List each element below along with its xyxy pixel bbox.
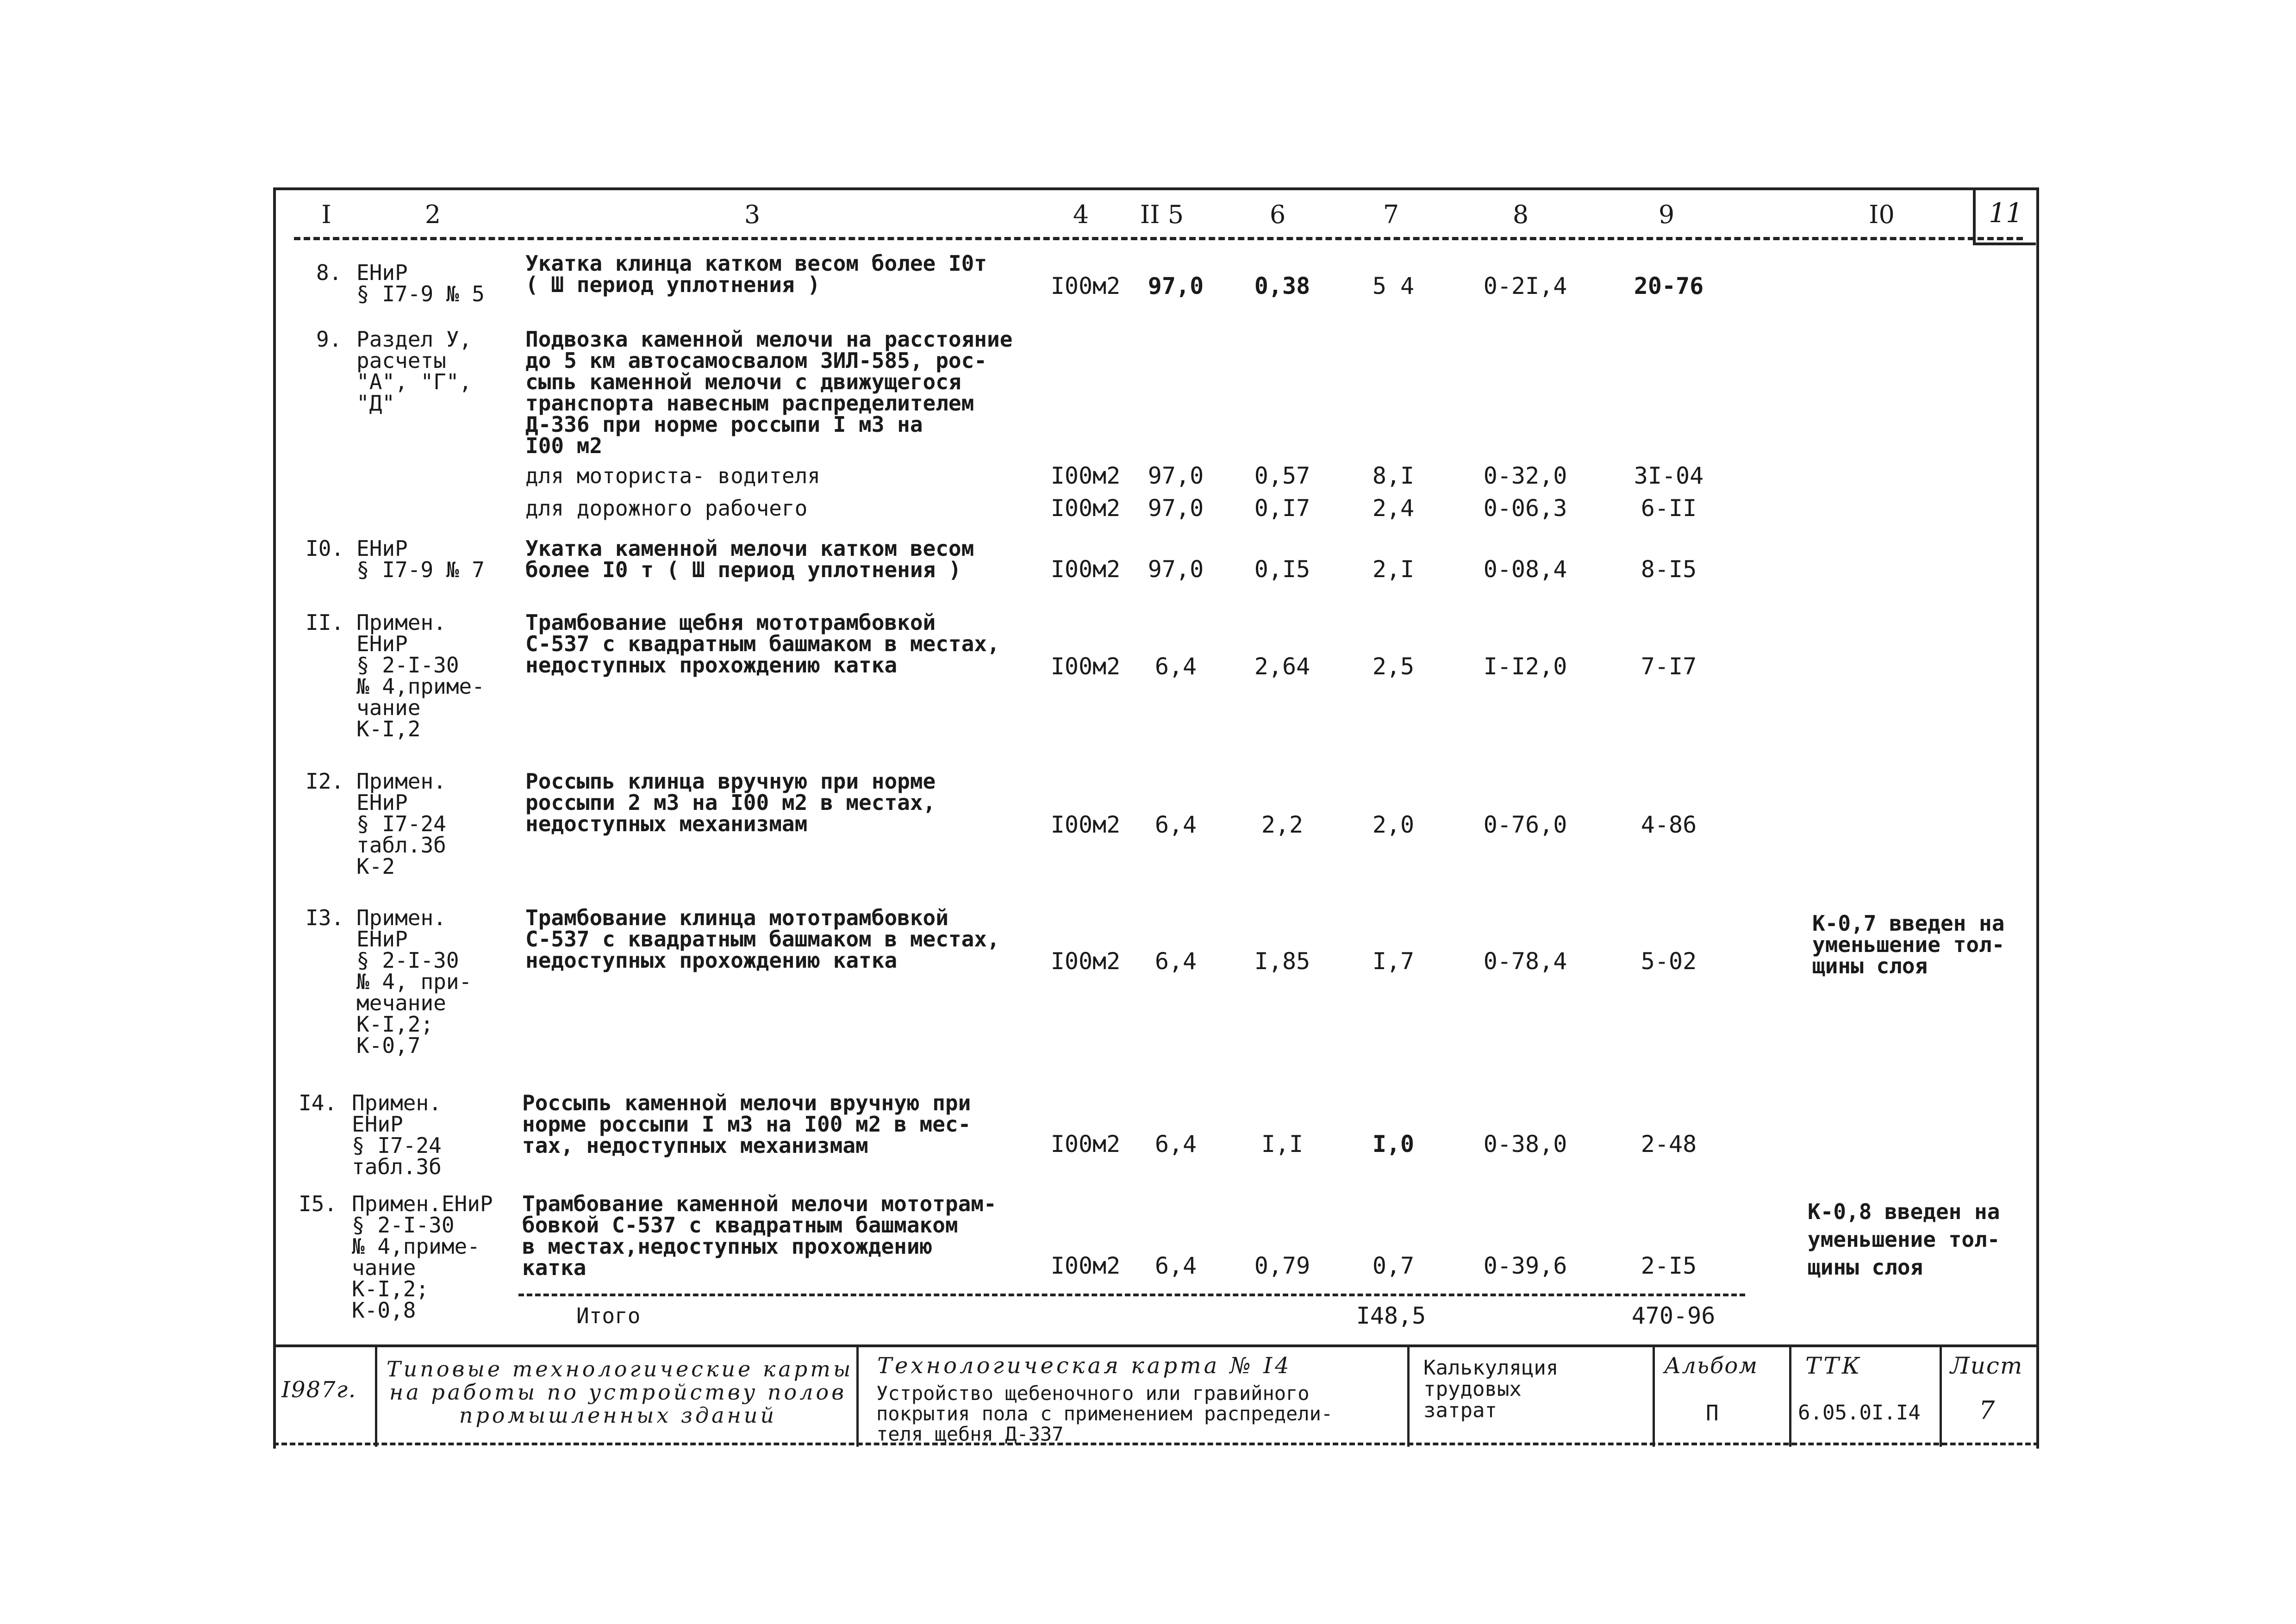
col-header-10: I0 [1869, 200, 1895, 229]
row-col9: 7-I7 [1641, 653, 1697, 680]
row-note: К-0,8 введен на уменьшение тол- щины слоя [1808, 1199, 2000, 1280]
row-reference: ЕНиР § I7-9 № 5 [356, 260, 485, 306]
row-description: Россыпь клинца вручную при норме россыпи 2 м3 на I00 м2 в местах, недоступных механизмам [525, 769, 936, 836]
row-col9: 6-II [1641, 495, 1697, 522]
row-description: Трамбование клинца мототрамбовкой С-537 с квадратным башмаком в местах, недоступных прохождению катка [525, 905, 1000, 973]
row-col7: I,0 [1372, 1131, 1415, 1157]
row-description: Укатка клинца катком весом более I0т ( Ш период уплотнения ) [525, 251, 987, 297]
row-number: I2. [306, 769, 344, 794]
row-col9: 2-I5 [1641, 1252, 1697, 1279]
row-unit: I00м2 [1050, 556, 1121, 583]
row-note: К-0,7 введен на уменьшение тол- щины слоя [1812, 911, 2005, 978]
col-header-4: 4 [1073, 200, 1089, 229]
row-col6: I,I [1261, 1131, 1304, 1157]
row-col5: 97,0 [1148, 556, 1204, 583]
col-header-6: 6 [1269, 200, 1286, 229]
row-number: II. [306, 610, 344, 635]
title-block [273, 1344, 2039, 1444]
row-reference: Примен. ЕНиР § I7-24 табл.3б [352, 1090, 442, 1179]
col-header-11: 11 [1973, 187, 2036, 245]
col-header-1: I [321, 200, 331, 229]
col-header-5: II 5 [1140, 200, 1184, 229]
col-header-9: 9 [1658, 200, 1675, 229]
card-description: Устройство щебеночного или гравийного покрытия пола с применением распредели- теля щебня Д-337 [876, 1382, 1333, 1445]
row-col5: 97,0 [1148, 495, 1204, 522]
row-description: Трамбование щебня мототрамбовкой С-537 с квадратным башмаком в местах, недоступных прохождению катка [525, 610, 1000, 678]
row-col8: 0-78,4 [1483, 948, 1567, 975]
row-description: Подвозка каменной мелочи на расстояние до 5 км автосамосвалом ЗИЛ-585, рос- сыпь каменной мелочи с движущегося транспорта навесным распределителем Д-336 при норме россыпи I м3 на I00 м2 [525, 327, 1013, 458]
row-col6: 0,38 [1254, 273, 1310, 299]
row-description: Трамбование каменной мелочи мототрам- бовкой С-537 с квадратным башмаком в местах,недоступных прохождению катка [522, 1191, 997, 1280]
col-header-8: 8 [1512, 200, 1529, 229]
row-unit: I00м2 [1050, 1131, 1121, 1157]
series-cell [377, 1347, 859, 1447]
row-unit: I00м2 [1050, 462, 1121, 489]
row-number: 8. [316, 260, 342, 285]
ttk-label: ТТК [1805, 1352, 1863, 1379]
row-col5: 97,0 [1148, 273, 1204, 299]
row-col5: 6,4 [1154, 1131, 1197, 1157]
row-reference: Примен. ЕНиР § I7-24 табл.3б К-2 [356, 769, 446, 879]
row-col5: 97,0 [1148, 462, 1204, 489]
row-col7: 8,I [1372, 462, 1415, 489]
bottom-border [273, 1443, 2039, 1445]
row-col8: 0-06,3 [1483, 495, 1567, 522]
row-col9: 3I-04 [1634, 462, 1704, 489]
section-cell [1410, 1347, 1655, 1447]
row-unit: I00м2 [1050, 273, 1121, 299]
row-unit: I00м2 [1050, 811, 1121, 838]
row-col8: I-I2,0 [1483, 653, 1567, 680]
section-title: Калькуляция трудовых затрат [1423, 1356, 1559, 1422]
row-col5: 6,4 [1154, 653, 1197, 680]
row-col8: 0-08,4 [1483, 556, 1567, 583]
album-cell [1655, 1347, 1791, 1447]
row-col9: 2-48 [1641, 1131, 1697, 1157]
col-header-7: 7 [1383, 200, 1399, 229]
row-col6: 0,57 [1254, 462, 1310, 489]
card-cell [859, 1347, 1410, 1447]
total-col9: 470-96 [1631, 1302, 1716, 1329]
row-col7: 2,5 [1372, 653, 1415, 680]
row-col5: 6,4 [1154, 811, 1197, 838]
row-col5: 6,4 [1154, 948, 1197, 975]
row-unit: I00м2 [1050, 1252, 1121, 1279]
row-col7: I,7 [1372, 948, 1415, 975]
year-cell [273, 1347, 377, 1447]
row-reference: Примен. ЕНиР § 2-I-30 № 4, при- мечание К-I,2; К-0,7 [356, 905, 472, 1058]
sheet-label: Лист [1950, 1352, 2023, 1379]
row-col5: 6,4 [1154, 1252, 1197, 1279]
sheet-number: 7 [1979, 1396, 1998, 1425]
row-col6: 0,I7 [1254, 495, 1310, 522]
row-number: 9. [316, 327, 342, 352]
series-title: Типовые технологические карты на работы по устройству полов промышленных зданий [387, 1356, 854, 1428]
year: I987г. [281, 1377, 357, 1403]
row-col9: 4-86 [1641, 811, 1697, 838]
col-header-2: 2 [424, 200, 441, 229]
row-number: I5. [299, 1191, 337, 1216]
row-col9: 5-02 [1641, 948, 1697, 975]
row-col7: 5 4 [1372, 273, 1415, 299]
row-description: для моториста- водителя [525, 463, 820, 488]
row-reference: Примен. ЕНиР § 2-I-30 № 4,приме- чание К-I,2 [356, 610, 485, 741]
row-col7: 2,0 [1372, 811, 1415, 838]
row-number: I3. [306, 905, 344, 930]
row-col6: 0,79 [1254, 1252, 1310, 1279]
row-unit: I00м2 [1050, 495, 1121, 522]
row-col8: 0-38,0 [1483, 1131, 1567, 1157]
row-col6: I,85 [1254, 948, 1310, 975]
album-value: П [1706, 1400, 1719, 1425]
row-col8: 0-32,0 [1483, 462, 1567, 489]
row-col7: 0,7 [1372, 1252, 1415, 1279]
row-reference: Раздел У, расчеты "А", "Г", "Д" [356, 327, 472, 416]
row-col7: 2,4 [1372, 495, 1415, 522]
header-divider [294, 237, 2023, 240]
card-title: Технологическая карта № I4 [877, 1353, 1292, 1379]
row-description: Россыпь каменной мелочи вручную при норме россыпи I м3 на I00 м2 в мес- тах, недоступных механизмам [522, 1090, 971, 1158]
row-col7: 2,I [1372, 556, 1415, 583]
row-number: I0. [306, 536, 344, 561]
row-reference: ЕНиР § I7-9 № 7 [356, 536, 485, 582]
album-label: Альбом [1664, 1353, 1759, 1379]
row-col6: 2,64 [1254, 653, 1310, 680]
row-col6: 2,2 [1261, 811, 1304, 838]
ttk-code: 6.05.0I.I4 [1798, 1401, 1921, 1425]
col-header-3: 3 [744, 200, 761, 229]
total-divider [518, 1294, 1745, 1296]
row-col9: 20-76 [1634, 273, 1704, 299]
row-number: I4. [299, 1090, 337, 1115]
row-col6: 0,I5 [1254, 556, 1310, 583]
ttk-cell [1791, 1347, 1942, 1447]
row-unit: I00м2 [1050, 653, 1121, 680]
row-reference: Примен.ЕНиР § 2-I-30 № 4,приме- чание К-I,2; К-0,8 [352, 1191, 493, 1323]
row-unit: I00м2 [1050, 948, 1121, 975]
total-label: Итого [576, 1303, 641, 1328]
total-col7: I48,5 [1356, 1302, 1426, 1329]
row-description: Укатка каменной мелочи катком весом более I0 т ( Ш период уплотнения ) [525, 536, 974, 582]
row-col8: 0-39,6 [1483, 1252, 1567, 1279]
row-col8: 0-76,0 [1483, 811, 1567, 838]
row-col8: 0-2I,4 [1483, 273, 1567, 299]
row-description: для дорожного рабочего [525, 496, 808, 521]
sheet-cell [1942, 1347, 2039, 1447]
row-col9: 8-I5 [1641, 556, 1697, 583]
